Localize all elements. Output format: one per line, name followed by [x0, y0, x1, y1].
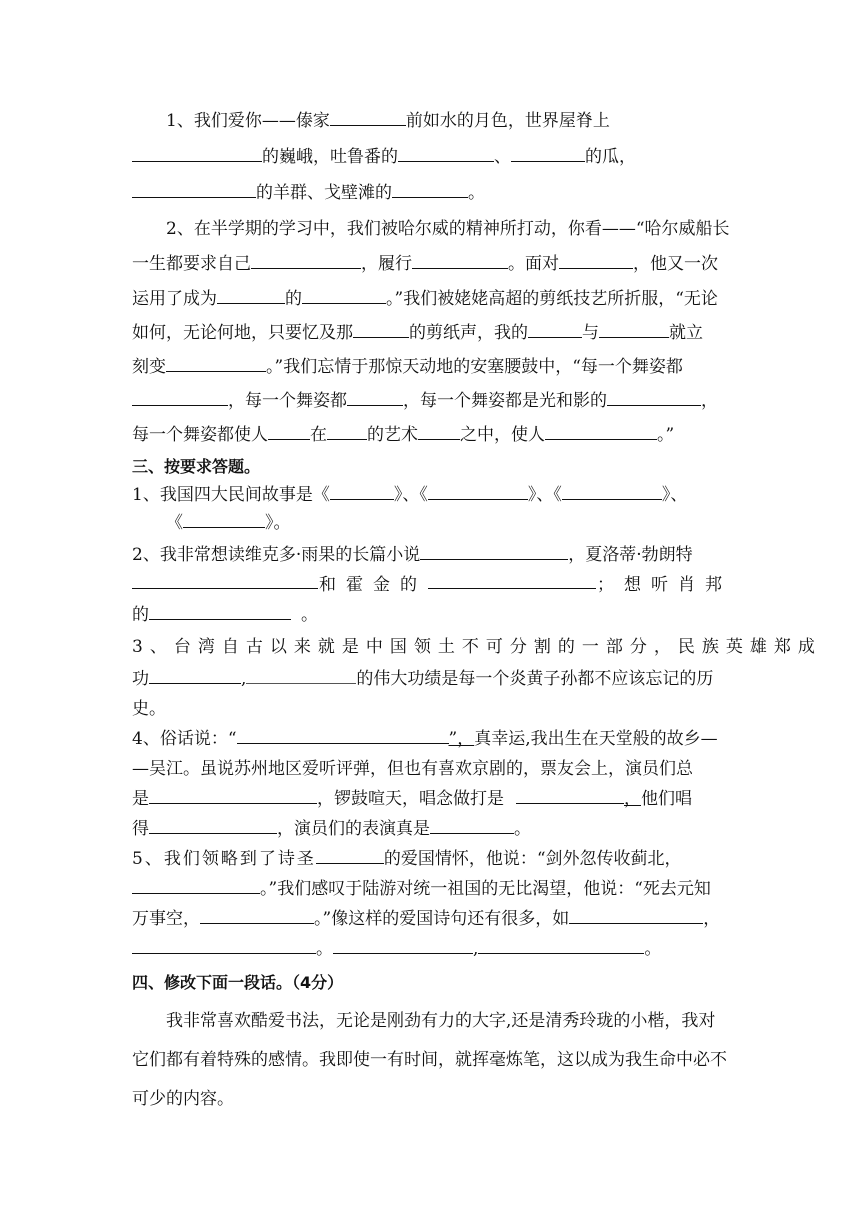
s3-text: 得 — [132, 819, 149, 839]
answer-blank[interactable] — [149, 789, 317, 804]
q2-text: 。” — [657, 425, 675, 445]
s3-q5-line-3 — [132, 908, 732, 930]
answer-blank[interactable] — [132, 574, 318, 589]
answer-blank[interactable] — [149, 605, 291, 620]
answer-blank[interactable] — [528, 323, 582, 338]
q2-text: 的 — [285, 289, 302, 309]
s3-text: 真幸运,我出生在天堂般的故乡— — [474, 729, 718, 749]
q2-text: 之中，使人 — [460, 425, 545, 445]
answer-blank[interactable] — [237, 729, 449, 744]
s3-text: 5、我们领略到了诗圣 — [132, 849, 316, 869]
answer-blank[interactable] — [132, 391, 228, 406]
answer-blank[interactable] — [545, 425, 657, 440]
s3-text: 是 — [132, 789, 149, 809]
s3-text: 《 — [166, 513, 183, 533]
s3-q4-line-2: —吴江。虽说苏州地区爱听评弹，但也有喜欢京剧的，票友会上，演员们总 — [132, 759, 693, 779]
q2-text: 与 — [582, 323, 599, 343]
s3-text: 2、我非常想读维克多·雨果的长篇小说 — [132, 545, 421, 565]
s3-q5-line-4 — [132, 938, 732, 960]
s3-text: 。”像这样的爱国诗句还有很多，如 — [314, 909, 570, 929]
s3-text: 。 — [316, 939, 333, 959]
s3-text: 的伟大功绩是每一个炎黄子孙都不应该忘记的历 — [356, 669, 714, 689]
q2-line-5 — [132, 356, 732, 378]
answer-blank[interactable] — [353, 323, 409, 338]
q2-text: ，他又一次 — [633, 254, 718, 274]
s3-text: ，锣鼓喧天，唱念做打是 — [317, 789, 504, 809]
q1-text: 的瓜， — [585, 147, 636, 167]
q1-text: 前如水的月色，世界屋脊上 — [405, 111, 610, 131]
s3-q4-line-3 — [132, 788, 732, 810]
q2-text: 。”我们被姥姥高超的剪纸技艺所折服，“无论 — [386, 289, 718, 309]
q2-line-3 — [132, 288, 732, 310]
s3-text: 他们唱 — [641, 789, 692, 809]
answer-blank[interactable] — [559, 254, 633, 269]
s3-text: , — [473, 939, 479, 959]
answer-blank[interactable] — [330, 485, 394, 500]
answer-blank[interactable] — [478, 939, 644, 954]
answer-blank[interactable] — [149, 819, 277, 834]
q1-line-3 — [132, 182, 732, 204]
s3-text: ；想听肖邦 — [597, 575, 732, 595]
s3-q4-line-1 — [132, 728, 732, 750]
s3-text: ， — [703, 909, 721, 929]
q2-line-7 — [132, 424, 732, 446]
q2-line-6 — [132, 390, 732, 412]
answer-blank[interactable] — [183, 513, 265, 528]
answer-blank[interactable] — [132, 147, 262, 162]
answer-blank[interactable] — [327, 425, 367, 440]
q2-text: 运用了成为 — [132, 289, 217, 309]
s3-text: 和霍金的 — [319, 575, 427, 595]
s3-q1-line-1 — [132, 484, 732, 506]
s3-text: ”， — [448, 729, 475, 749]
s3-q2-line-2 — [132, 574, 732, 596]
s3-q3-line-3: 史。 — [132, 699, 166, 719]
q1-text: 、 — [494, 147, 511, 167]
q1-line-2 — [132, 146, 732, 168]
s3-text: 功 — [132, 669, 149, 689]
answer-blank[interactable] — [516, 789, 624, 804]
answer-blank[interactable] — [412, 254, 508, 269]
answer-blank[interactable] — [418, 425, 460, 440]
q2-text: ，每一个舞姿都是光和影的 — [403, 391, 607, 411]
s3-text: 的 — [132, 605, 149, 625]
answer-blank[interactable] — [333, 939, 473, 954]
answer-blank[interactable] — [562, 485, 662, 500]
s3-q3-line-2 — [132, 668, 732, 690]
q1-text: 的羊群、戈壁滩的 — [256, 183, 392, 203]
s3-q5-line-1 — [132, 848, 732, 870]
answer-blank[interactable] — [246, 669, 356, 684]
s3-q2-line-1 — [132, 544, 732, 566]
s3-text: 。 — [301, 605, 318, 625]
answer-blank[interactable] — [132, 939, 316, 954]
section-4-heading: 四、修改下面一段话。（4分） — [132, 973, 344, 992]
section-3-heading: 三、按要求答题。 — [132, 457, 261, 476]
answer-blank[interactable] — [217, 289, 285, 304]
answer-blank[interactable] — [132, 879, 260, 894]
q2-text: ，每一个舞姿都 — [228, 391, 347, 411]
q2-line-2 — [132, 253, 732, 275]
answer-blank[interactable] — [430, 819, 514, 834]
s4-paragraph-line-2: 它们都有着特殊的感情。我即使一有时间，就挥毫炼笔，这以成为我生命中必不 — [132, 1050, 727, 1070]
q2-text: 。”我们忘情于那惊天动地的安塞腰鼓中，“每一个舞姿都 — [266, 357, 683, 377]
q1-text: 的巍峨，吐鲁番的 — [262, 147, 398, 167]
q2-text: 如何，无论何地，只要忆及那 — [132, 323, 353, 343]
q2-text: 就立 — [669, 323, 703, 343]
answer-blank[interactable] — [392, 183, 468, 198]
answer-blank[interactable] — [268, 425, 310, 440]
answer-blank[interactable] — [569, 909, 703, 924]
s4-paragraph-line-1: 我非常喜欢酷爱书法，无论是刚劲有力的大字,还是清秀玲珑的小楷，我对 — [166, 1011, 716, 1031]
q2-text: ， — [701, 391, 718, 411]
answer-blank[interactable] — [420, 545, 568, 560]
s3-text: , — [241, 669, 247, 689]
s3-text: 》。 — [265, 513, 291, 533]
answer-blank[interactable] — [316, 849, 384, 864]
s3-text: 》、 — [661, 485, 688, 505]
s4-paragraph-line-3: 可少的内容。 — [132, 1089, 234, 1109]
answer-blank[interactable] — [200, 909, 314, 924]
q2-text: 的剪纸声，我的 — [409, 323, 528, 343]
answer-blank[interactable] — [428, 485, 528, 500]
q1-text: 。 — [468, 183, 485, 203]
q2-text: ，履行 — [361, 254, 412, 274]
q2-text: 刻变 — [132, 357, 166, 377]
q1-line-1 — [166, 110, 766, 132]
s3-text: 4、俗话说：“ — [132, 729, 237, 749]
answer-blank[interactable] — [166, 357, 266, 372]
s3-q4-line-4 — [132, 818, 732, 840]
q2-text: 每一个舞姿都使人 — [132, 425, 268, 445]
s3-q5-line-2 — [132, 878, 732, 900]
q2-line-4 — [132, 322, 732, 344]
s3-text: 1、我国四大民间故事是《 — [132, 485, 330, 505]
answer-blank[interactable] — [149, 669, 241, 684]
s3-text: 。 — [644, 939, 662, 959]
answer-blank[interactable] — [398, 147, 494, 162]
answer-blank[interactable] — [428, 574, 596, 589]
s3-text: 万事空， — [132, 909, 200, 929]
q2-line-1 — [166, 218, 766, 240]
q2-text: 的艺术 — [367, 425, 418, 445]
answer-blank[interactable] — [132, 183, 256, 198]
q2-text: 在 — [310, 425, 327, 445]
s3-text: 。 — [514, 819, 531, 839]
answer-blank[interactable] — [330, 111, 406, 126]
s3-q1-line-2 — [166, 512, 766, 534]
answer-blank[interactable] — [302, 289, 386, 304]
q2-text: 2、在半学期的学习中，我们被哈尔威的精神所打动，你看——“哈尔威船长 — [166, 219, 730, 239]
s3-text: ，演员们的表演真是 — [277, 819, 430, 839]
q1-text: 1、我们爱你——傣家 — [166, 111, 330, 131]
s3-q2-line-3 — [132, 604, 732, 626]
s3-text: 》、《 — [393, 485, 428, 505]
q2-text: 。面对 — [508, 254, 559, 274]
q2-text: 一生都要求自己 — [132, 254, 251, 274]
answer-blank[interactable] — [251, 254, 361, 269]
s3-q3-line-1: 3、台湾自古以来就是中国领土不可分割的一部分，民族英雄郑成 — [132, 637, 822, 657]
answer-blank[interactable] — [511, 147, 585, 162]
s3-text: 的爱国情怀，他说：“剑外忽传收蓟北， — [383, 849, 682, 869]
answer-blank[interactable] — [347, 391, 403, 406]
s3-text: 。”我们感叹于陆游对统一祖国的无比渴望，他说：“死去元知 — [260, 879, 711, 899]
s3-text: ，夏洛蒂·勃朗特 — [568, 545, 693, 565]
answer-blank[interactable] — [607, 391, 701, 406]
answer-blank[interactable] — [599, 323, 669, 338]
s3-text: 》、《 — [527, 485, 562, 505]
s3-text: ， — [624, 789, 641, 809]
